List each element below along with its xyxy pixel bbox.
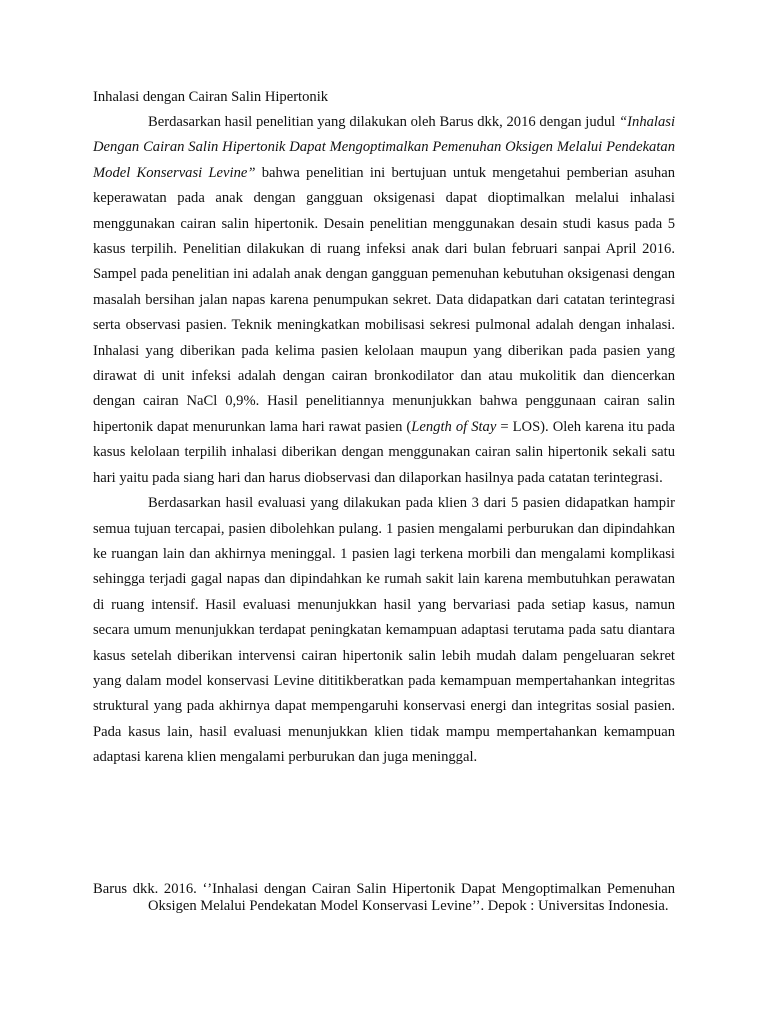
paragraph-main-text: bahwa penelitian ini bertujuan untuk mengetahui pemberian asuhan keperawatan pada anak dengan gangguan oksigenasi dapat dioptimalkan melalui inhalasi menggunakan cairan salin hipertonik. Desain penelitian menggunakan desain studi kasus pada 5 kasus terpilih. Penelitian dilakukan di ruang infeksi anak dari bulan februari sanpai April 2016. Sampel pada penelitian ini adalah anak dengan gangguan pemenuhan kebutuhan oksigenasi dengan masalah bersihan jalan napas karena penumpukan sekret. Data didapatkan dari catatan terintegrasi serta observasi pasien. Teknik meningkatkan mobilisasi sekresi pulmonal adalah dengan inhalasi. Inhalasi yang diberikan pada kelima pasien kelolaan maupun yang diberikan pada pasien yang dirawat di unit infeksi adalah dengan cairan bronkodilator dan atau mukolitik dan diencerkan dengan cairan NaCl 0,9%. Hasil penelitiannya menunjukkan bahwa penggunaan cairan salin hipertonik dapat menurunkan lama hari rawat pasien ( — [93, 164, 675, 435]
reference-entry: Barus dkk. 2016. ‘’Inhalasi dengan Cairan Salin Hipertonik Dapat Mengoptimalkan Pemenuhan Oksigen Melalui Pendekatan Model Konservasi Levine’’. Depok : Universitas Indonesia. — [93, 881, 675, 914]
paragraph-evaluation: Berdasarkan hasil evaluasi yang dilakukan pada klien 3 dari 5 pasien didapatkan hampir semua tujuan tercapai, pasien dibolehkan pulang. 1 pasien mengalami perburukan dan dipindahkan ke ruangan lain dan akhirnya meninggal. 1 pasien lagi terkena morbili dan mengalami komplikasi sehingga terjadi gagal napas dan dipindahkan ke rumah sakit lain karena membutuhkan perawatan di ruang intensif. Hasil evaluasi menunjukkan hasil yang bervariasi pada setiap kasus, namun secara umum menunjukkan terdapat peningkatan kemampuan adaptasi terutama pada satu diantara kasus setelah diberikan intervensi cairan hipertonik salin lebih mudah dalam pengeluaran sekret yang dalam model konservasi Levine dititikberatkan pada kemampuan mempertahankan integritas struktural yang pada akhirnya dapat mempengaruhi konservasi energi dan integritas sosial pasien. Pada kasus lain, hasil evaluasi menunjukkan klien tidak mampu mempertahankan kemampuan adaptasi karena klien mengalami perburukan dan juga meninggal. — [93, 495, 675, 766]
paragraph-study-summary — [93, 110, 675, 491]
section-title: Inhalasi dengan Cairan Salin Hipertonik — [93, 89, 329, 105]
reference-list — [93, 881, 675, 915]
document-body — [93, 110, 675, 771]
study-title: “Inhalasi Dengan Cairan Salin Hipertonik Dapat Mengoptimalkan Pemenuhan Oksigen Melalui Pendekatan Model Konservasi Levine” — [93, 114, 675, 181]
los-term: Length of Stay — [411, 418, 497, 435]
paragraph-end-text: = LOS). Oleh karena itu pada kasus kelolaan terpilih inhalasi diberikan dengan menggunakan cairan salin hipertonik sekali satu hari yaitu pada siang hari dan harus diobservasi dan dilaporkan hasilnya pada catatan terintegrasi. — [93, 418, 675, 486]
paragraph-intro-text: Berdasarkan hasil penelitian yang dilakukan oleh Barus dkk, 2016 dengan judul — [148, 114, 620, 130]
